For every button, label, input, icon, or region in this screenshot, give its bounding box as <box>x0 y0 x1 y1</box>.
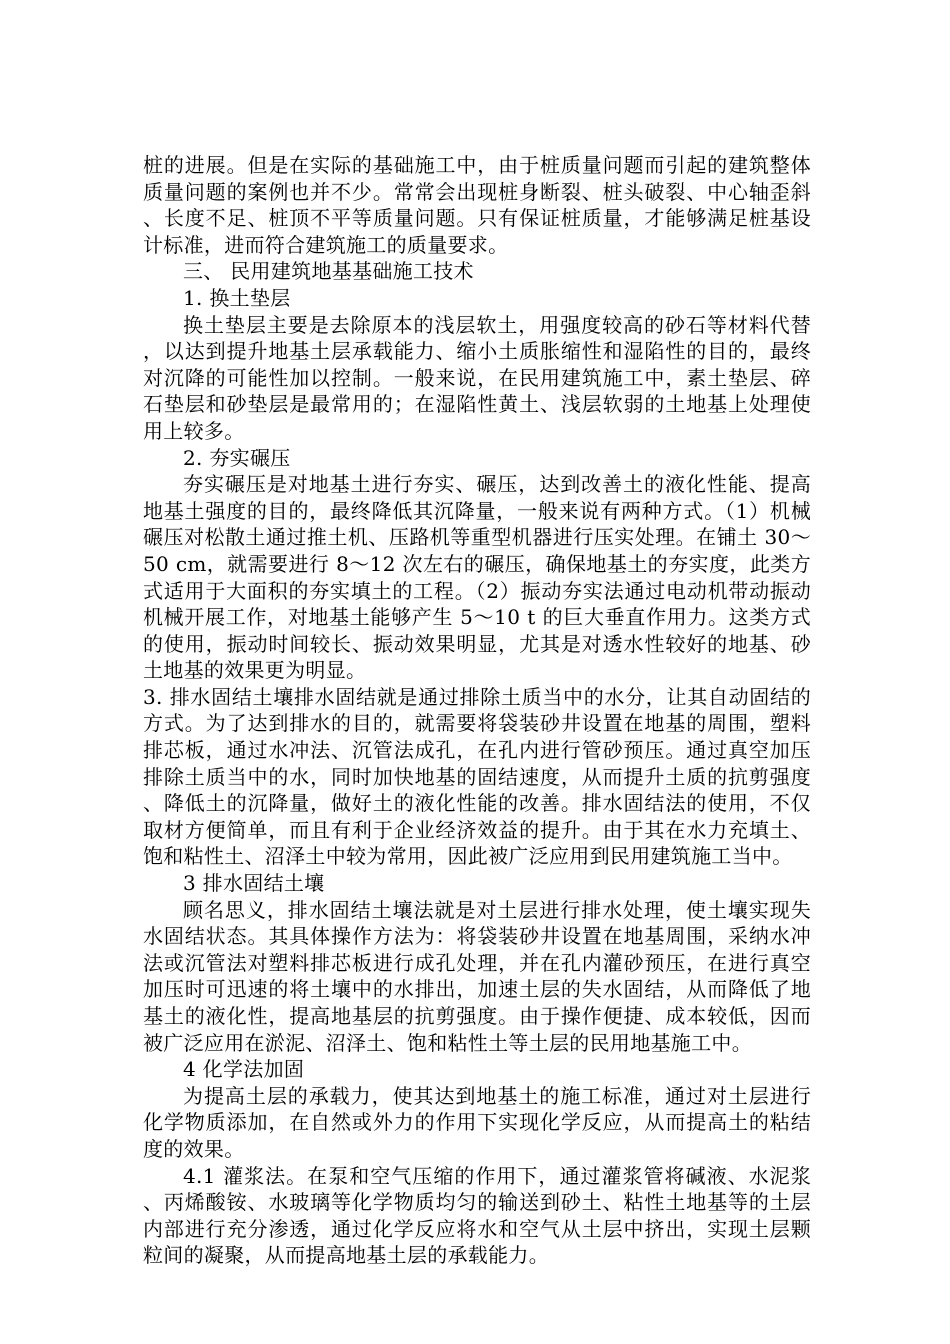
subheading-soil-replacement: 1. 换土垫层 <box>183 285 291 310</box>
paragraph-pile-quality: 桩的进展。但是在实际的基础施工中，由于桩质量问题而引起的建筑整体质量问题的案例也并不少。常常会出现桩身断裂、桩头破裂、中心轴歪斜、长度不足、桩顶不平等质量问题。只有保证桩质量，才能够满足桩基设计标准，进而符合建筑施工的质量要求。 <box>143 153 811 257</box>
paragraph-drainage-soil: 顾名思义，排水固结土壤法就是对土层进行排水处理，使土壤实现失水固结状态。其具体操作方法为：将袋装砂井设置在地基周围，采纳水冲法或沉管法对塑料排芯板进行成孔处理，并在孔内灌砂预压，在进行真空加压时可迅速的将土壤中的水排出，加速土层的失水固结，从而降低了地基土的液化性，提高地基层的抗剪强度。由于操作便捷、成本较低，因而被广泛应用在淤泥、沼泽土、饱和粘性土等土层的民用地基施工中。 <box>143 897 811 1055</box>
document-page <box>143 152 811 1269</box>
paragraph-chemical-reinforcement: 为提高土层的承载力，使其达到地基土的施工标准，通过对土层进行化学物质添加，在自然或外力的作用下实现化学反应，从而提高土的粘结度的效果。 <box>143 1083 811 1161</box>
section-heading-foundation-techniques: 三、 民用建筑地基基础施工技术 <box>183 259 474 284</box>
paragraph-grouting: 4.1 灌浆法。在泵和空气压缩的作用下，通过灌浆管将碱液、水泥浆、丙烯酸铵、水玻璃等化学物质均匀的输送到砂土、粘性土地基等的土层内部进行充分渗透，通过化学反应将水和空气从土层中挤出，实现土层颗粒间的凝聚，从而提高地基土层的承载能力。 <box>143 1163 811 1268</box>
paragraph-drainage-consolidation: 3. 排水固结土壤排水固结就是通过排除土质当中的水分，让其自动固结的方式。为了达到排水的目的，就需要将袋装砂井设置在地基的周围，塑料排芯板，通过水冲法、沉管法成孔，在孔内进行管砂预压。通过真空加压排除土质当中的水，同时加快地基的固结速度，从而提升土质的抗剪强度、降低土的沉降量，做好土的液化性能的改善。排水固结法的使用，不仅取材方便简单，而且有利于企业经济效益的提升。由于其在水力充填土、饱和粘性土、沼泽土中较为常用，因此被广泛应用到民用建筑施工当中。 <box>143 684 811 869</box>
subheading-drainage-soil: 3 排水固结土壤 <box>183 871 325 896</box>
paragraph-soil-replacement: 换土垫层主要是去除原本的浅层软土，用强度较高的砂石等材料代替，以达到提升地基土层承载能力、缩小土质胀缩性和湿陷性的目的，最终对沉降的可能性加以控制。一般来说，在民用建筑施工中，素土垫层、碎石垫层和砂垫层是最常用的；在湿陷性黄土、浅层软弱的土地基上处理使用上较多。 <box>143 312 811 443</box>
paragraph-compaction: 夯实碾压是对地基土进行夯实、碾压，达到改善土的液化性能、提高地基土强度的目的，最终降低其沉降量，一般来说有两种方式。（1）机械碾压对松散土通过推土机、压路机等重型机器进行压实处理。在铺土 30～50 cm，就需要进行 8～12 次左右的碾压，确保地基土的夯实度，此类方式适用于大面积的夯实填土的工程。（2）振动夯实法通过电动机带动振动机械开展工作，对地基土能够产生 5～10 t 的巨大垂直作用力。这类方式的使用，振动时间较长、振动效果明显，尤其是对透水性较好的地基、砂土地基的效果更为明显。 <box>143 472 811 683</box>
subheading-compaction: 2. 夯实碾压 <box>183 445 291 470</box>
subheading-chemical-reinforcement: 4 化学法加固 <box>183 1057 305 1082</box>
